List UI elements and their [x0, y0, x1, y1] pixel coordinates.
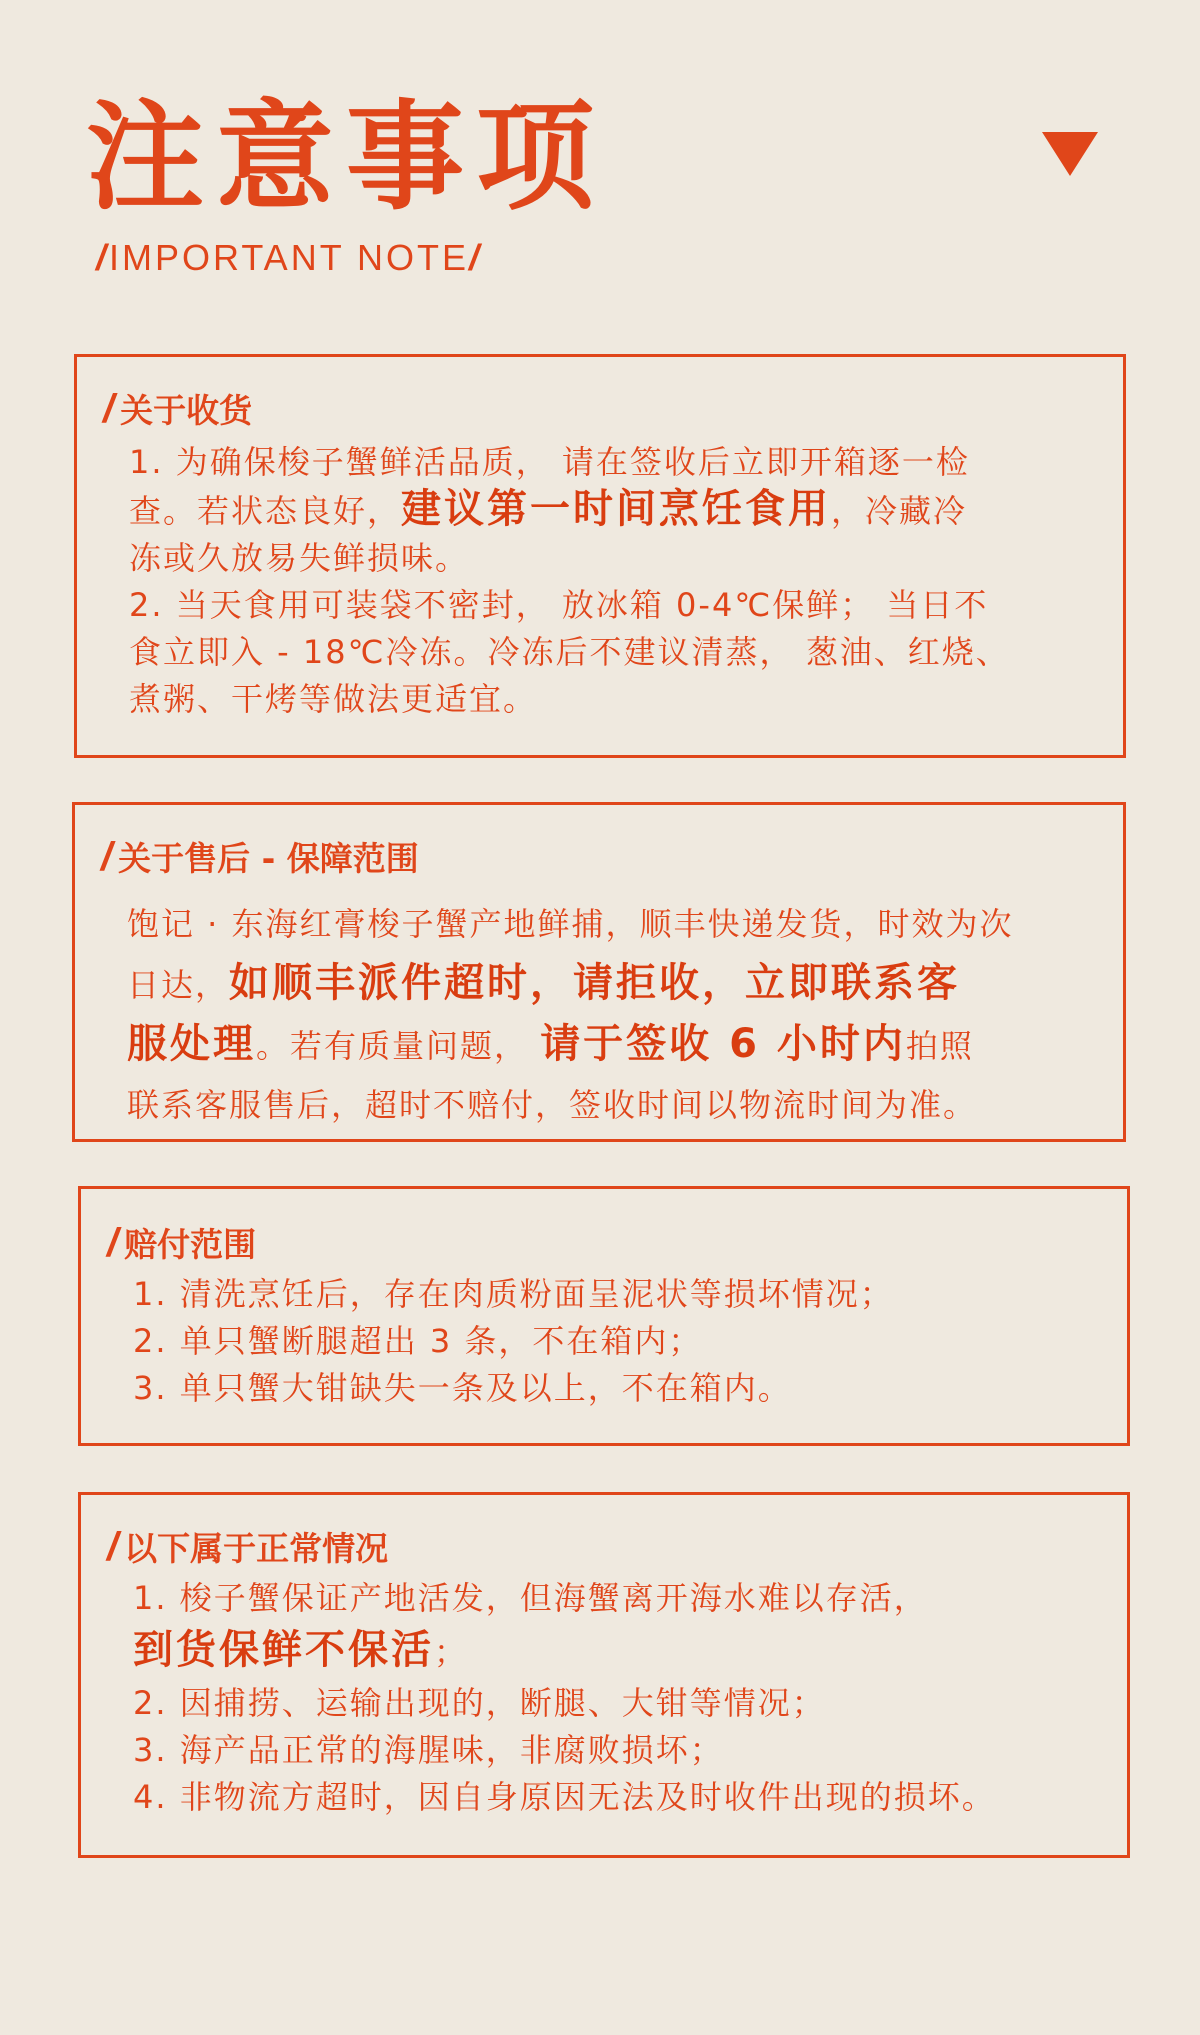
page-title: 注意事项 [86, 88, 607, 226]
page-subtitle [96, 236, 482, 280]
section-heading-text: 赔付范围 [124, 1225, 257, 1264]
text-line [127, 895, 1014, 954]
text-run: 拍照 [905, 1027, 974, 1065]
text-line [129, 582, 989, 629]
text-line [129, 676, 829, 723]
section-heading-text: 关于售后 - 保障范围 [118, 839, 419, 878]
slash-icon: / [469, 237, 483, 278]
text-line [133, 1575, 928, 1622]
text-run: 联系客服售后，超时不赔付，签收时间以物流时间为准。 [127, 1086, 978, 1124]
section-body [127, 895, 1014, 1135]
text-line [127, 954, 961, 1015]
section-heading-text: 关于收货 [120, 391, 253, 430]
text-run: 日达， [127, 966, 230, 1004]
text-run: 2. 当天食用可装袋不密封， 放冰箱 0-4℃保鲜； 当日不 [129, 586, 989, 624]
text-run: 2. 单只蟹断腿超出 3 条，不在箱内； [133, 1322, 703, 1360]
text-run: 3. 单只蟹大钳缺失一条及以上，不在箱内。 [133, 1369, 792, 1407]
text-run: 1. 为确保梭子蟹鲜活品质， 请在签收后立即开箱逐一检 [129, 443, 970, 481]
slash-icon: / [107, 1525, 119, 1569]
subtitle-text: IMPORTANT NOTE [109, 237, 470, 278]
text-line [133, 1774, 996, 1821]
emphasis-text: 到货保鲜不保活 [133, 1627, 434, 1673]
slash-icon: / [107, 1221, 119, 1265]
text-line [129, 439, 970, 486]
text-run: 查。若状态良好， [129, 492, 402, 530]
text-run: 1. 梭子蟹保证产地活发，但海蟹离开海水难以存活， [133, 1579, 928, 1617]
text-line [129, 535, 829, 582]
section-heading [107, 1525, 388, 1571]
text-line [133, 1727, 833, 1774]
section-heading [103, 387, 252, 433]
emphasis-text: 服处理 [127, 1021, 256, 1067]
slash-icon: / [96, 237, 110, 278]
text-line [133, 1365, 833, 1412]
text-run: 4. 非物流方超时，因自身原因无法及时收件出现的损坏。 [133, 1778, 996, 1816]
text-line [133, 1622, 833, 1680]
text-run: 冻或久放易失鲜损味。 [129, 539, 470, 577]
text-run: ，冷藏冷 [831, 492, 968, 530]
emphasis-text: 请于签收 6 小时内 [540, 1021, 906, 1067]
text-run: 3. 海产品正常的海腥味，非腐败损坏； [133, 1731, 724, 1769]
section-after-sales [72, 802, 1126, 1142]
text-run: 。若有质量问题， [256, 1027, 541, 1065]
text-line [129, 486, 968, 535]
section-heading [107, 1221, 256, 1267]
text-run: ； [434, 1633, 469, 1671]
section-receiving [74, 354, 1126, 758]
text-line [133, 1271, 894, 1318]
slash-icon: / [103, 387, 115, 431]
text-line [129, 629, 1010, 676]
section-body [133, 1271, 894, 1412]
section-heading [101, 835, 419, 881]
section-body [129, 439, 1010, 723]
section-body [133, 1575, 996, 1821]
emphasis-text: 如顺丰派件超时，请拒收，立即联系客 [229, 960, 961, 1006]
section-heading-text: 以下属于正常情况 [124, 1529, 389, 1568]
text-line [127, 1015, 974, 1076]
text-run: 2. 因捕捞、运输出现的，断腿、大钳等情况； [133, 1684, 826, 1722]
text-run: 饱记 · 东海红膏梭子蟹产地鲜捕，顺丰快递发货，时效为次 [127, 905, 1014, 943]
text-run: 食立即入 - 18℃冷冻。冷冻后不建议清蒸， 葱油、红烧、 [129, 633, 1010, 671]
triangle-down-icon [1042, 132, 1098, 176]
section-normal-conditions [78, 1492, 1130, 1858]
text-run: 煮粥、干烤等做法更适宜。 [129, 680, 538, 718]
slash-icon: / [101, 835, 113, 879]
text-line [133, 1318, 833, 1365]
emphasis-text: 建议第一时间烹饪食用 [401, 486, 832, 532]
section-compensation [78, 1186, 1130, 1446]
text-line [127, 1076, 978, 1135]
text-line [133, 1680, 833, 1727]
text-run: 1. 清洗烹饪后，存在肉质粉面呈泥状等损坏情况； [133, 1275, 894, 1313]
